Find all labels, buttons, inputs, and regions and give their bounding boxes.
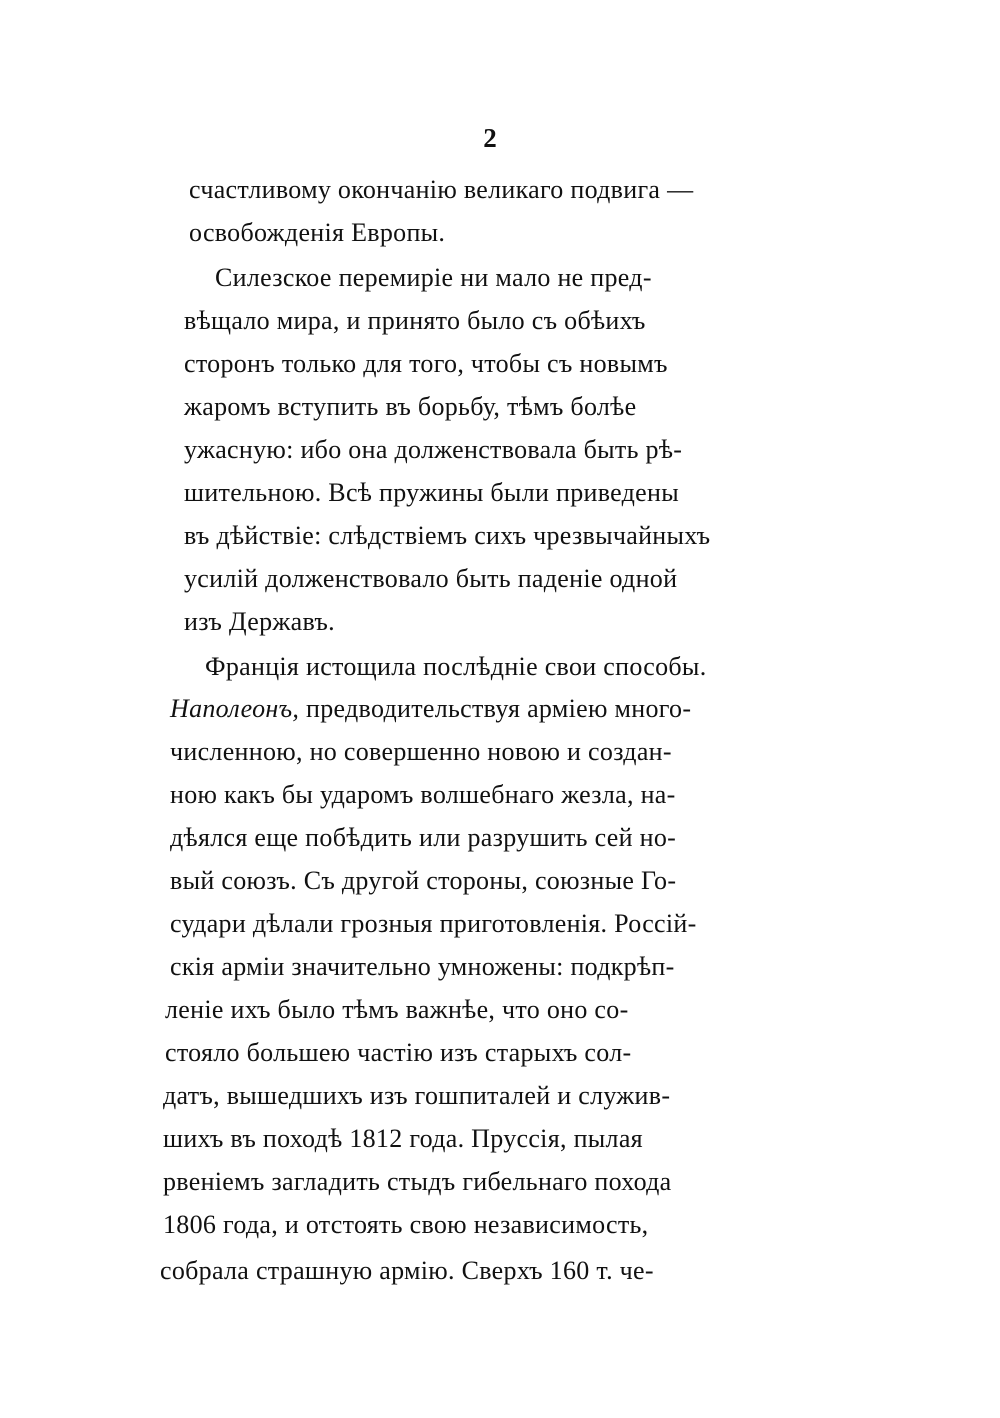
text-line-rest: предводительствуя арміею много- — [299, 694, 692, 723]
text-line: шительною. Всѣ пружины были приведены — [184, 478, 679, 507]
text-line: датъ, вышедшихъ изъ гошпиталей и служив- — [163, 1081, 671, 1110]
text-line: стояло большею частію изъ старыхъ сол- — [165, 1038, 632, 1067]
italic-name: Наполеонъ, — [170, 694, 300, 723]
text-line: освобожденія Европы. — [189, 218, 446, 247]
text-line: шихъ въ походѣ 1812 года. Пруссія, пылая — [163, 1124, 643, 1153]
text-line: ужасную: ибо она долженствовала быть рѣ- — [184, 435, 683, 464]
text-line: жаромъ вступить въ борьбу, тѣмъ болѣе — [184, 392, 637, 421]
text-line: вый союзъ. Съ другой стороны, союзные Го- — [170, 866, 677, 895]
page-number: 2 — [483, 123, 497, 153]
text-line: сторонъ только для того, чтобы съ новымъ — [184, 349, 668, 378]
text-line: Силезское перемиріе ни мало не пред- — [215, 263, 652, 292]
text-line: дѣялся еще побѣдить или разрушить сей но- — [170, 823, 677, 852]
text-line: скія арміи значительно умножены: подкрѣп- — [170, 952, 675, 981]
text-line: изъ Державъ. — [184, 607, 335, 636]
text-line: вѣщало мира, и принято было съ обѣихъ — [184, 306, 646, 335]
text-line: собрала страшную армію. Сверхъ 160 т. че- — [160, 1256, 654, 1285]
text-line: усилій долженствовало быть паденіе одной — [184, 564, 678, 593]
text-line: численною, но совершенно новою и создан- — [170, 737, 672, 766]
text-line: счастливому окончанію великаго подвига — — [189, 175, 694, 204]
text-line: Франція истощила послѣдніе свои способы. — [205, 652, 707, 681]
text-line: 1806 года, и отстоять свою независимость, — [163, 1210, 649, 1239]
text-line: леніе ихъ было тѣмъ важнѣе, что оно со- — [165, 995, 629, 1024]
text-line: въ дѣйствіе: слѣдствіемъ сихъ чрезвычайныхъ — [184, 521, 711, 550]
text-line — [170, 689, 691, 729]
text-line: ною какъ бы ударомъ волшебнаго жезла, на- — [170, 780, 676, 809]
text-line: судари дѣлали грозныя приготовленія. Россій- — [170, 909, 697, 938]
text-line: рвеніемъ загладить стыдъ гибельнаго похода — [163, 1167, 672, 1196]
